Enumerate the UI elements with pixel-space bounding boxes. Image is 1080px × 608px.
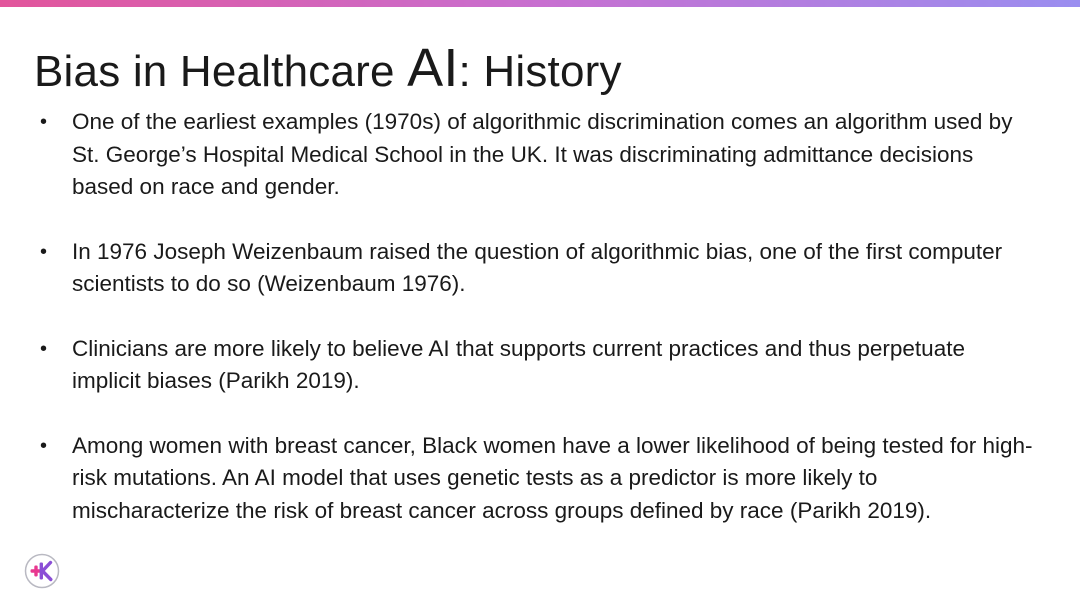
bullet-item — [36, 333, 1036, 398]
k-plus-logo-icon — [24, 553, 60, 589]
top-accent-bar — [0, 0, 1080, 7]
bullet-item — [36, 236, 1036, 301]
title-prefix: Bias in Healthcare — [34, 47, 408, 96]
bullet-list — [36, 106, 1036, 559]
bullet-dot-icon: • — [40, 434, 48, 457]
bullet-item — [36, 106, 1036, 204]
bullet-text: Among women with breast cancer, Black women have a lower likelihood of being tested for high-risk mutations. An AI model that uses genetic tests as a predictor is more likely to mischaracterize the risk of breast cancer across groups defined by race (Parikh 2019). — [72, 432, 1033, 523]
bullet-text: One of the earliest examples (1970s) of algorithmic discrimination comes an algorithm used by St. George’s Hospital Medical School in the UK. It was discriminating admittance decisions based on race and gender. — [72, 109, 1013, 199]
bullet-text: Clinicians are more likely to believe AI that supports current practices and thus perpetuate implicit biases (Parikh 2019). — [72, 335, 965, 393]
slide-title — [34, 38, 622, 102]
bullet-item — [36, 430, 1036, 528]
bullet-dot-icon: • — [40, 240, 48, 263]
bullet-dot-icon: • — [40, 111, 48, 133]
title-emphasis: AI — [407, 38, 459, 98]
bullet-dot-icon: • — [40, 337, 48, 360]
bullet-text: In 1976 Joseph Weizenbaum raised the question of algorithmic bias, one of the first computer scientists to do so (Weizenbaum 1976). — [72, 238, 1003, 296]
title-suffix: : History — [458, 47, 622, 96]
